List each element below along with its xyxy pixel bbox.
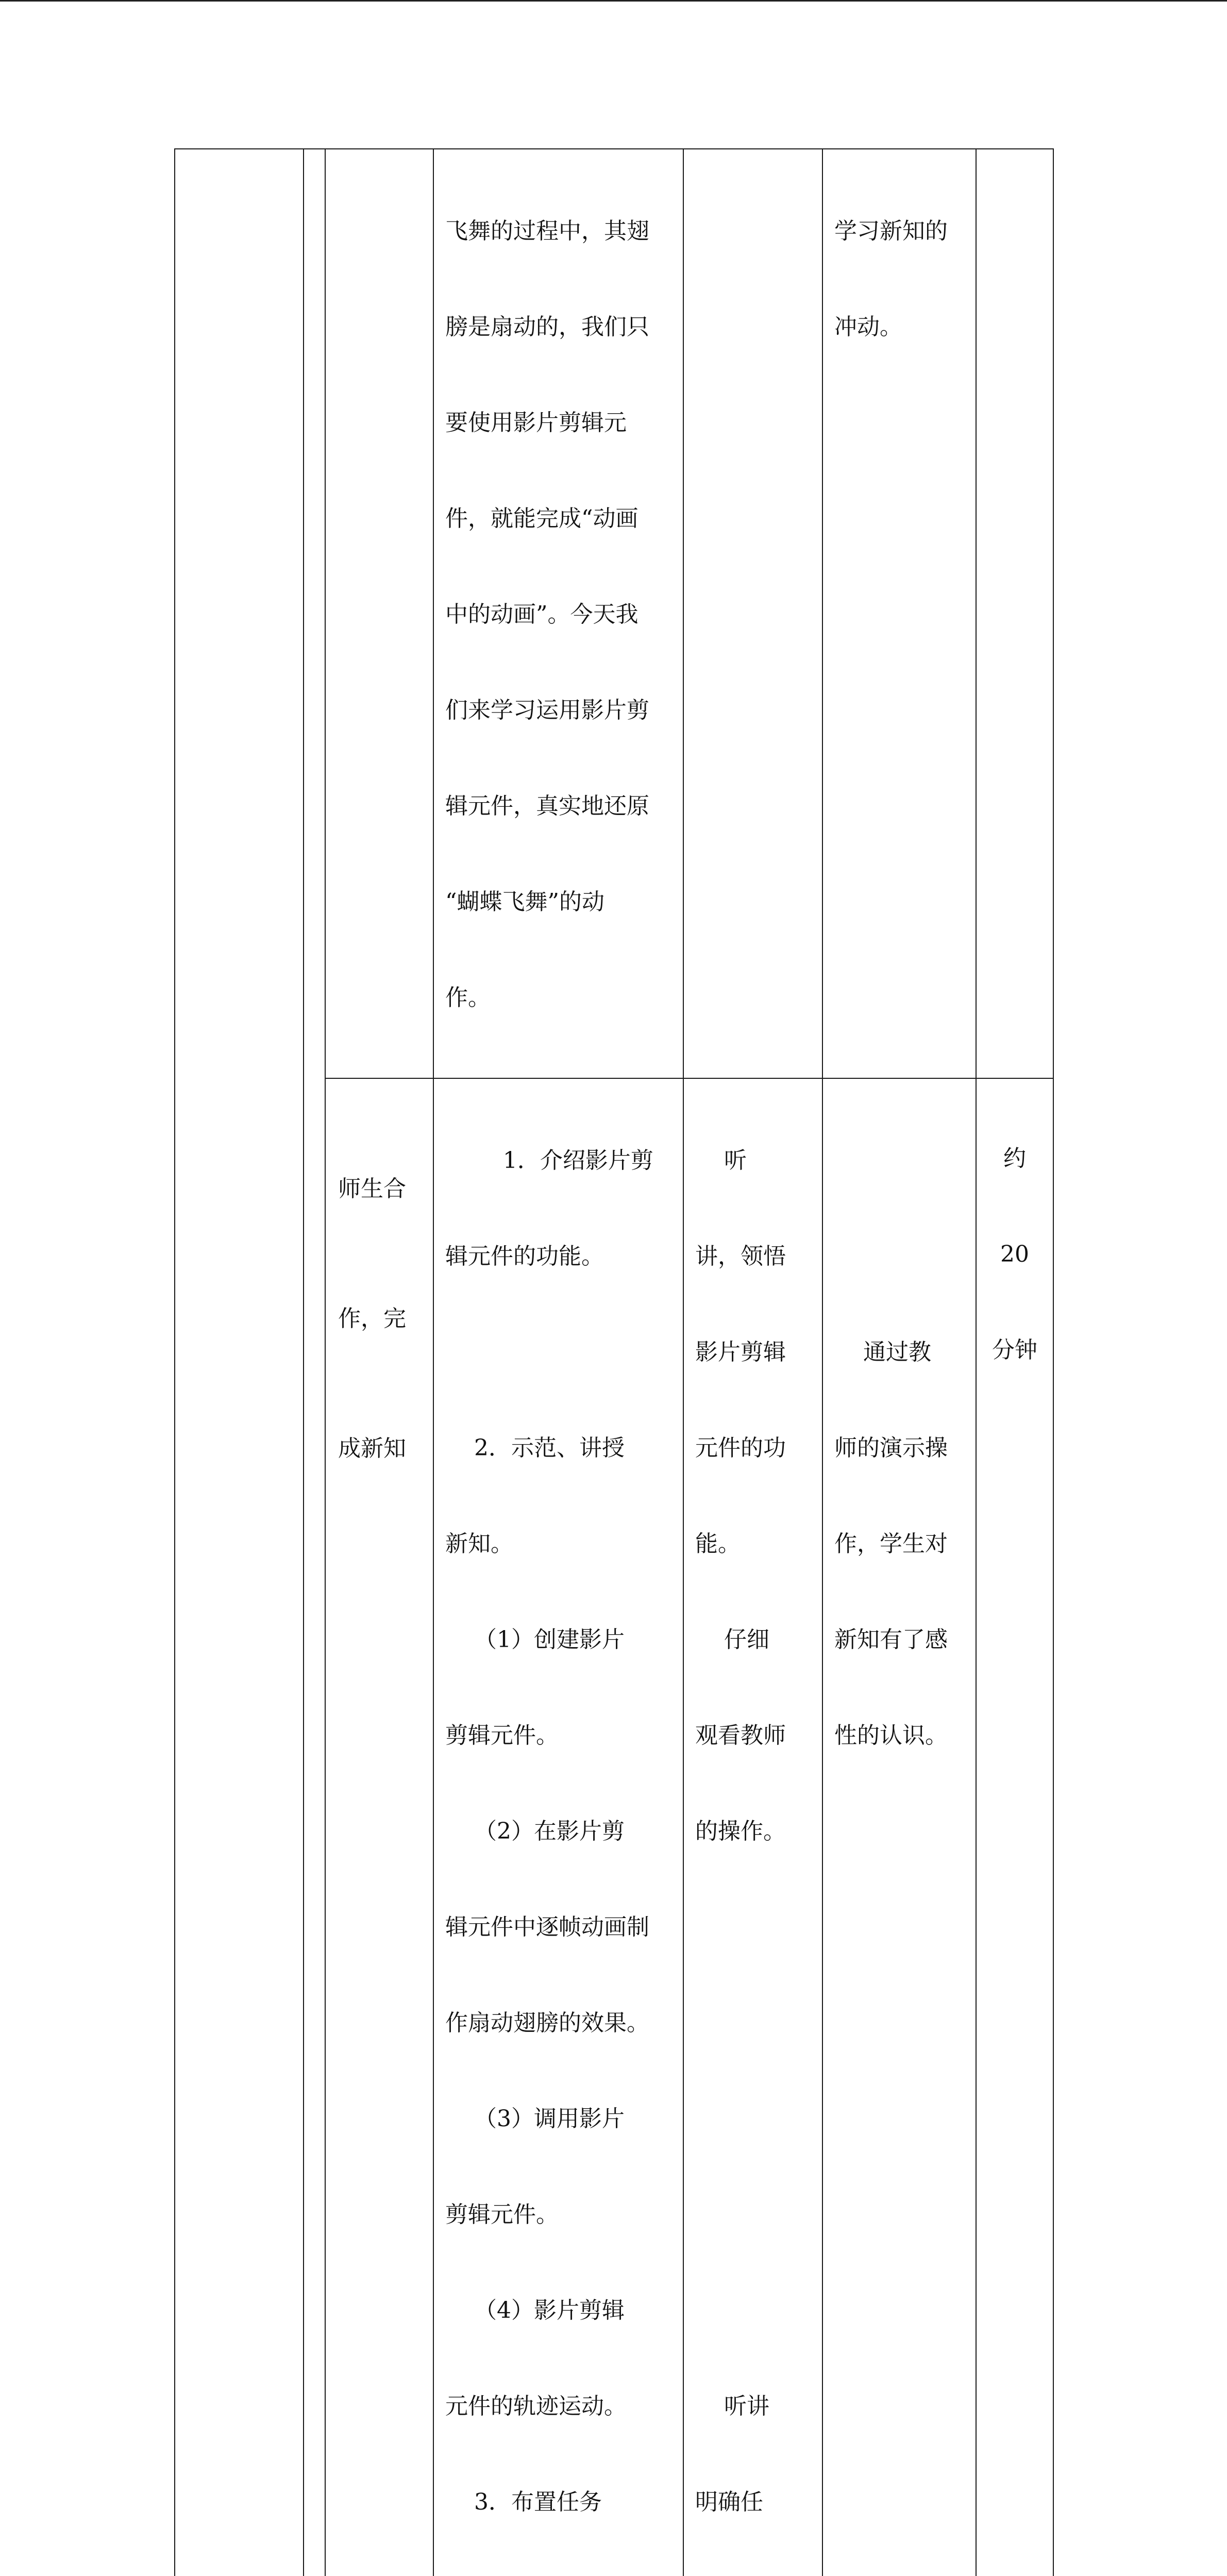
paragraph-gap xyxy=(695,2007,813,2039)
text-line: 元件的轨迹运动。 xyxy=(445,2393,627,2419)
text-line: 通过教 xyxy=(834,1339,931,1365)
student-cell xyxy=(683,1078,822,2576)
text-line: 辑元件的功能。 xyxy=(445,1243,604,1269)
intent-text xyxy=(823,149,976,407)
content-cell xyxy=(433,1078,683,2576)
text-line: 听 xyxy=(695,1147,747,1174)
intent-cell xyxy=(822,149,976,1078)
text-line: 作，学生对 xyxy=(834,1531,948,1557)
text-line: 们来学习运用影片剪 xyxy=(445,697,649,723)
text-line: 师生合 xyxy=(338,1176,406,1202)
time-text xyxy=(977,1079,1053,1430)
text-line: 20 xyxy=(1000,1241,1029,1267)
stage-cell-empty xyxy=(325,149,433,1078)
text-line: 明确任 xyxy=(695,2489,763,2515)
text-line: 辑元件中逐帧动画制 xyxy=(445,1914,649,1940)
text-line: 新知。 xyxy=(445,1531,513,1557)
paragraph-gap xyxy=(445,1336,674,1368)
text-line: 讲，领悟 xyxy=(695,1243,786,1269)
student-cell-empty xyxy=(683,149,822,1078)
text-line: 元件的功 xyxy=(695,1435,786,1461)
text-line: “蝴蝶飞舞”的动 xyxy=(445,889,604,915)
text-line: 膀是扇动的，我们只 xyxy=(445,314,649,340)
stage-cell xyxy=(325,1078,433,2576)
time-cell-empty xyxy=(976,149,1053,1078)
text-line: 成新知 xyxy=(338,1435,406,1462)
text-line: 要使用影片剪辑元 xyxy=(445,410,627,436)
text-line: 的操作。 xyxy=(695,1818,786,1844)
paragraph-gap xyxy=(695,1911,813,1943)
intent-cell xyxy=(822,1078,976,2576)
table-row-continued xyxy=(175,149,1053,1078)
text-line: 剪辑元件。 xyxy=(445,2201,559,2228)
text-line: 剪辑元件。 xyxy=(445,1722,559,1749)
text-line: 中的动画”。今天我 xyxy=(445,601,638,628)
stage-text xyxy=(326,1079,433,1557)
content-cell xyxy=(433,149,683,1078)
lesson-plan-table-container xyxy=(174,148,1053,2515)
text-line: 作。 xyxy=(445,985,491,1011)
text-line: 新知有了感 xyxy=(834,1626,948,1653)
text-line: 3．布置任务 xyxy=(445,2489,602,2515)
text-line: 飞舞的过程中，其翅 xyxy=(445,218,649,244)
text-line: 影片剪辑 xyxy=(695,1339,786,1365)
text-line: 冲动。 xyxy=(834,314,902,340)
text-line: 仔细 xyxy=(695,1626,769,1653)
text-line: 辑元件，真实地还原 xyxy=(445,793,649,819)
time-cell xyxy=(976,1078,1053,2576)
paragraph-gap xyxy=(695,2103,813,2135)
text-line: （2）在影片剪 xyxy=(445,1818,625,1844)
paragraph-gap xyxy=(695,2199,813,2231)
paragraph-gap xyxy=(834,1145,966,1177)
outer-narrow-cell xyxy=(304,149,325,2576)
text-line: 听讲 xyxy=(695,2393,769,2419)
text-line: （1）创建影片 xyxy=(445,1626,625,1653)
paragraph-gap xyxy=(834,1241,966,1273)
text-line: 学习新知的 xyxy=(834,218,948,244)
text-line: 1．介绍影片剪 xyxy=(445,1147,653,1174)
page-top-border xyxy=(0,0,1227,2)
lesson-plan-table xyxy=(174,148,1054,2576)
text-line: 约 xyxy=(1003,1145,1026,1172)
intent-text xyxy=(823,1079,976,1816)
content-text xyxy=(434,149,683,1078)
text-line: 师的演示操 xyxy=(834,1435,948,1461)
outer-left-cell xyxy=(175,149,304,2576)
text-line: 作，完 xyxy=(338,1306,406,1332)
text-line: 2．示范、讲授 xyxy=(445,1435,625,1461)
text-line: 件，就能完成“动画 xyxy=(445,505,638,532)
content-text xyxy=(434,1079,683,2576)
text-line: （3）调用影片 xyxy=(445,2106,625,2132)
text-line: 作扇动翅膀的效果。 xyxy=(445,2010,649,2036)
text-line: （4）影片剪辑 xyxy=(445,2297,625,2324)
text-line: 分钟 xyxy=(992,1337,1037,1363)
text-line: 性的认识。 xyxy=(834,1722,948,1749)
text-line: 观看教师 xyxy=(695,1722,786,1749)
student-text xyxy=(684,1079,822,2576)
paragraph-gap xyxy=(695,2295,813,2327)
text-line: 能。 xyxy=(695,1531,741,1557)
